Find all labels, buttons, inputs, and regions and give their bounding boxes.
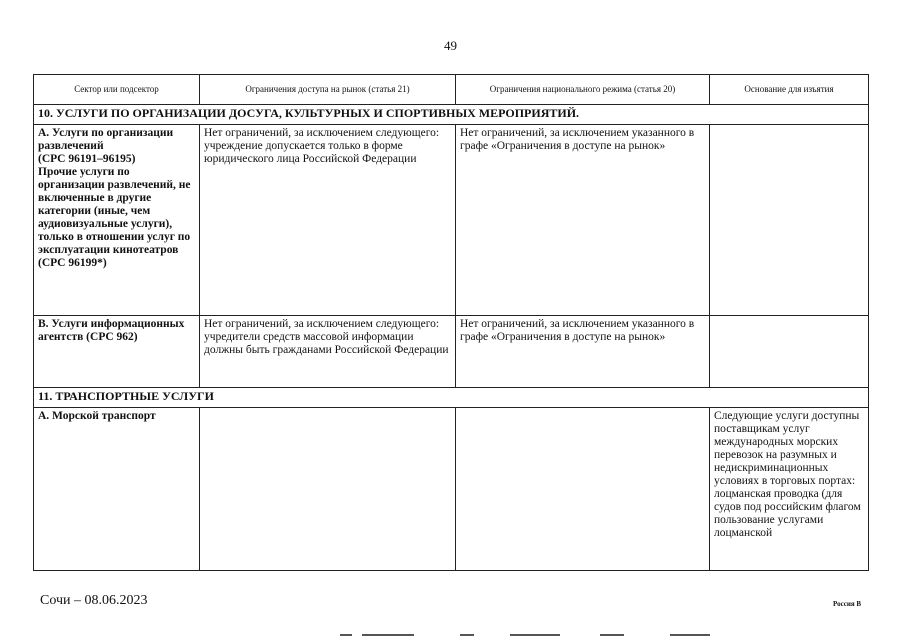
table-row — [34, 125, 869, 316]
national-treatment-cell — [456, 408, 710, 571]
sector-cell — [34, 125, 200, 316]
market-access-cell — [200, 316, 456, 388]
market-access-intro: Нет ограничений, за исключением следующего: — [204, 127, 440, 139]
header-market-access: Ограничения доступа на рынок (статья 21) — [200, 75, 456, 105]
sector-cell: В. Услуги информационных агентств (CPC 962) — [34, 316, 200, 388]
scan-mark — [600, 634, 624, 636]
scan-mark — [362, 634, 414, 636]
national-treatment-cell: Нет ограничений, за исключением указанного в графе «Ограничения в доступе на рынок» — [456, 316, 710, 388]
header-sector: Сектор или подсектор — [34, 75, 200, 105]
table-header-row — [34, 75, 869, 105]
page-number: 49 — [444, 38, 457, 53]
exemption-intro: Следующие услуги доступны поставщикам услуг международных морских перевозок на разумных и недискриминационных условиях в торговых портах: — [714, 410, 860, 487]
scan-artifact — [340, 634, 720, 638]
market-access-cell — [200, 408, 456, 571]
table-row — [34, 408, 869, 571]
section-11-row — [34, 388, 869, 408]
section-11-title: 11. ТРАНСПОРТНЫЕ УСЛУГИ — [34, 388, 869, 408]
sector-code: (CPC 96191–96195) — [38, 153, 136, 165]
sector-description: Прочие услуги по организации развлечений, не включенные в другие категории (иные, чем аудиовизуальные услуги), только в отношении услуг по эксплуатации кинотеатров — [38, 166, 191, 256]
exemption-cell — [710, 125, 869, 316]
scan-mark — [340, 634, 352, 636]
market-access-detail: учредители средств массовой информации должны быть гражданами Российской Федерации — [204, 331, 449, 356]
table-row — [34, 316, 869, 388]
sector-code-2: (CPC 96199*) — [38, 257, 107, 269]
market-access-intro: Нет ограничений, за исключением следующего: — [204, 318, 440, 330]
exemption-cell — [710, 408, 869, 571]
section-10-row — [34, 105, 869, 125]
scan-mark — [670, 634, 710, 636]
schedule-table — [33, 74, 869, 571]
exemption-detail: лоцманская проводка (для судов под российским флагом пользование услугами лоцманской — [714, 488, 861, 539]
footer-country-mark: Россия В — [833, 600, 862, 608]
sector-name: А. Услуги по организации развлечений — [38, 127, 174, 152]
market-access-cell — [200, 125, 456, 316]
exemption-cell — [710, 316, 869, 388]
section-10-title: 10. УСЛУГИ ПО ОРГАНИЗАЦИИ ДОСУГА, КУЛЬТУРНЫХ И СПОРТИВНЫХ МЕРОПРИЯТИЙ. — [34, 105, 869, 125]
scan-mark — [460, 634, 474, 636]
scan-mark — [510, 634, 560, 636]
market-access-detail: учреждение допускается только в форме юридического лица Российской Федерации — [204, 140, 417, 165]
header-exemption: Основание для изъятия — [710, 75, 869, 105]
header-national-treatment: Ограничения национального режима (статья 20) — [456, 75, 710, 105]
national-treatment-cell: Нет ограничений, за исключением указанного в графе «Ограничения в доступе на рынок» — [456, 125, 710, 316]
sector-cell: А. Морской транспорт — [34, 408, 200, 571]
footer-location-date: Сочи – 08.06.2023 — [40, 593, 148, 608]
